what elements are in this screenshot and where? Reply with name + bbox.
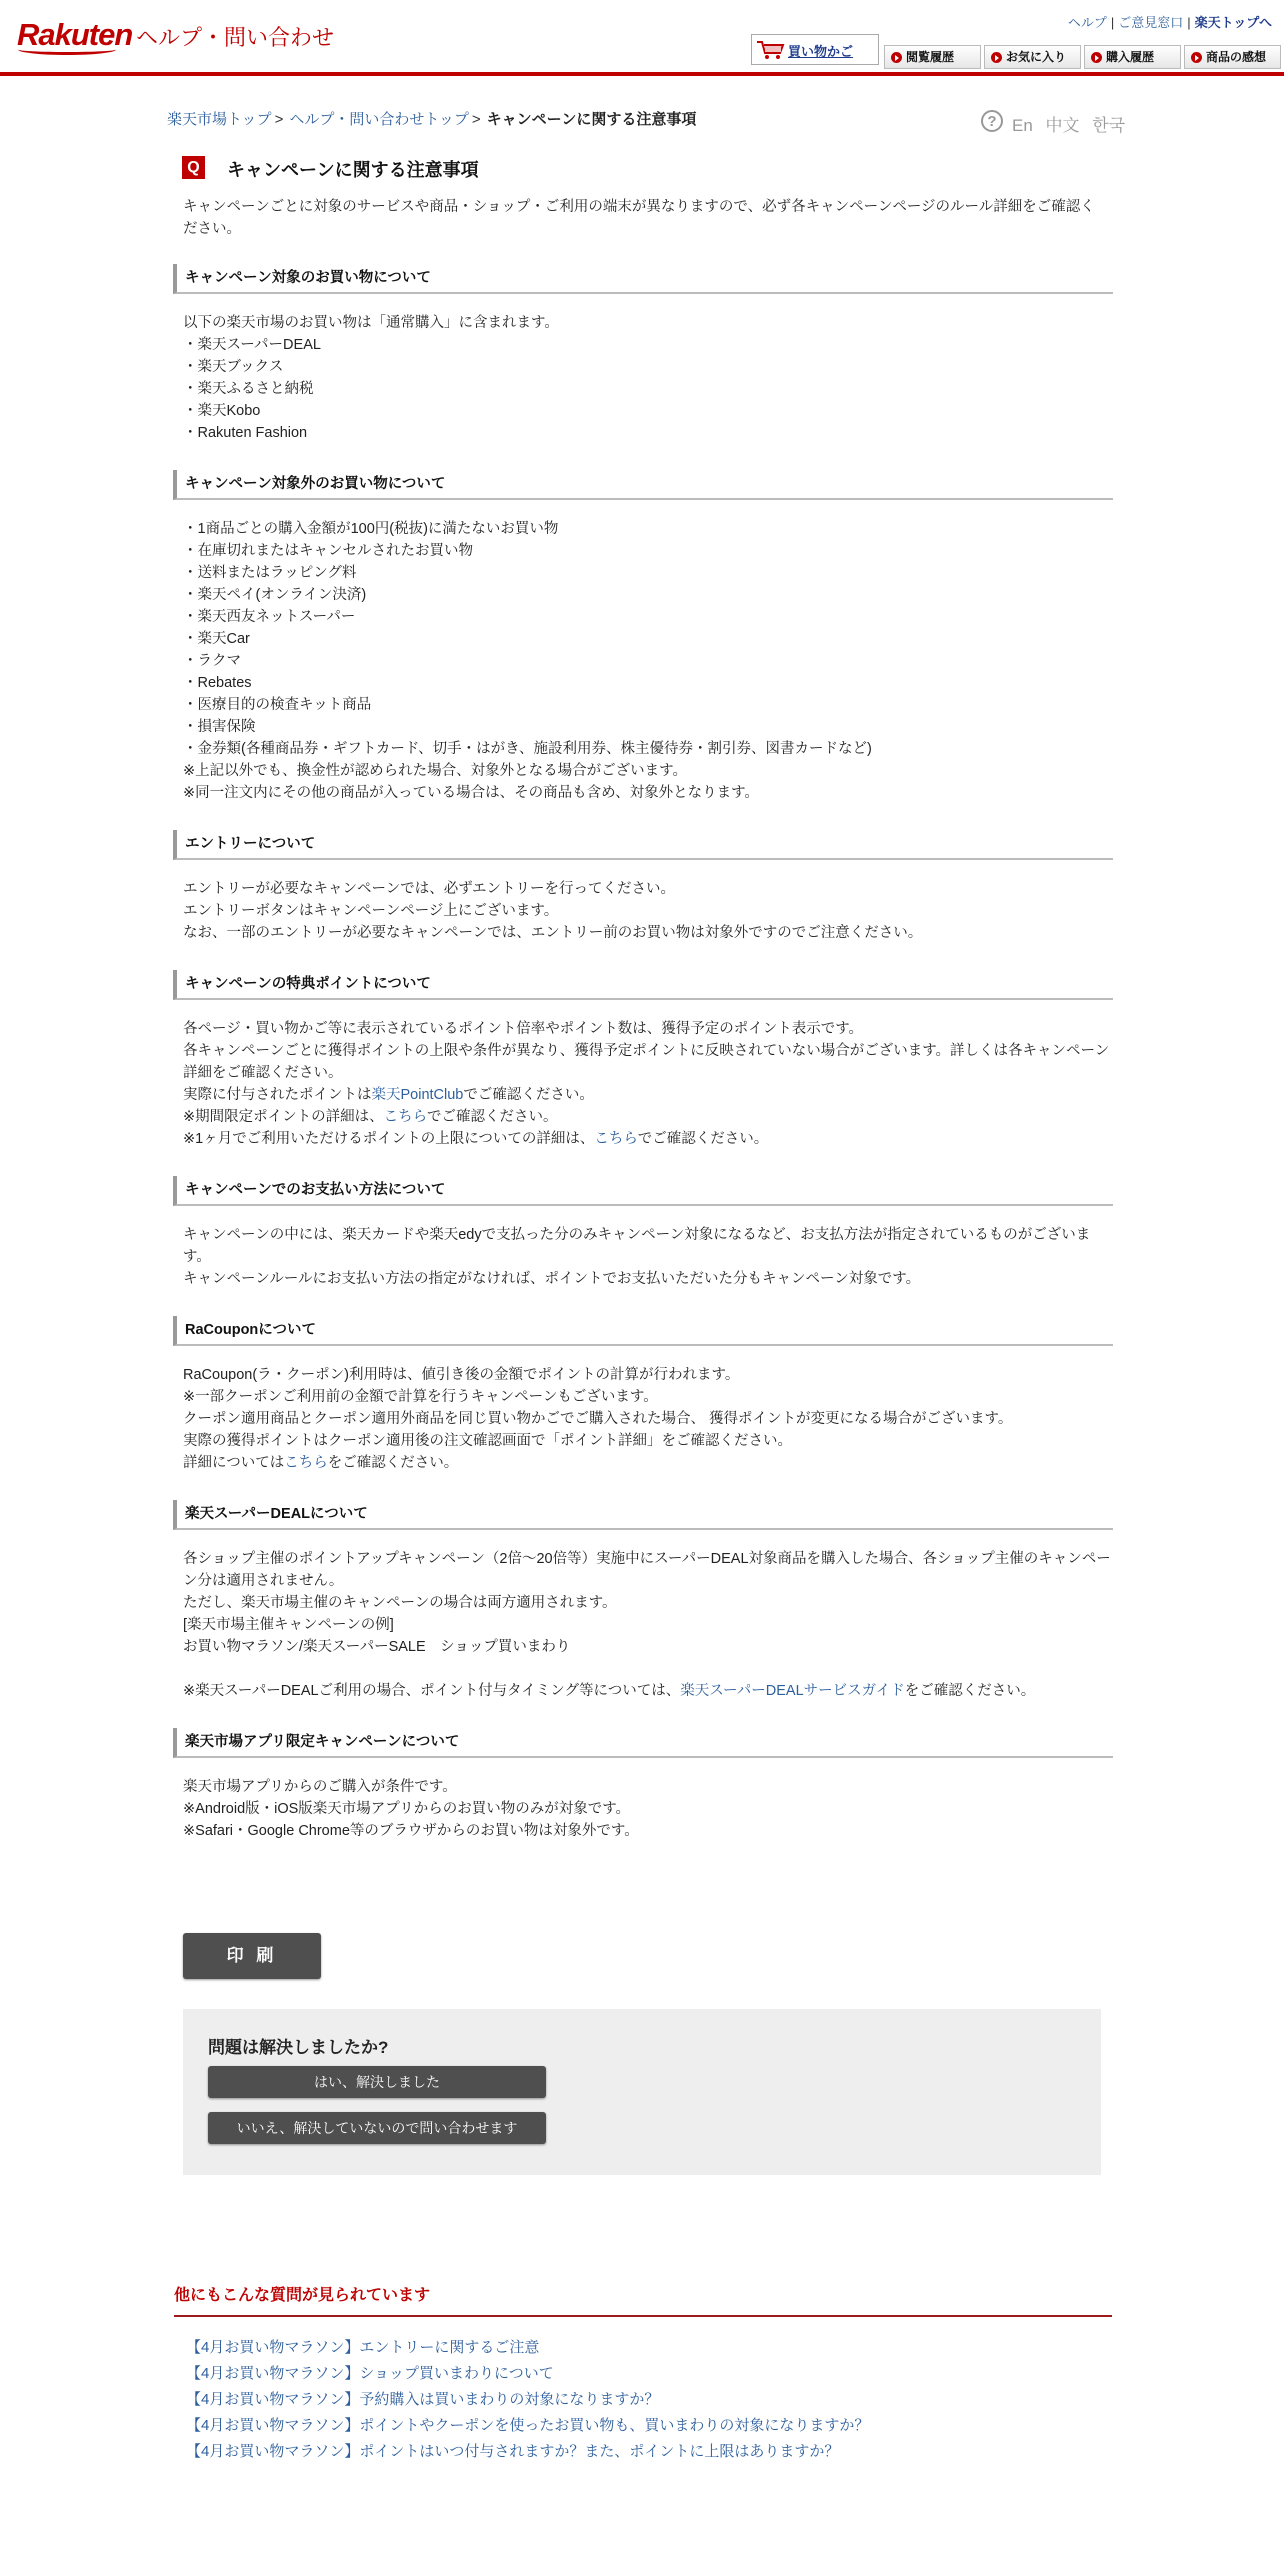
section-body	[173, 1346, 1113, 1474]
section-line: ・楽天ふるさと納税	[183, 381, 314, 397]
section-heading: キャンペーンの特典ポイントについて	[173, 970, 1113, 1000]
divider: |	[1187, 15, 1191, 30]
lang-zh[interactable]: 中文	[1045, 116, 1080, 135]
divider	[174, 2315, 1112, 2317]
section-line: ・楽天ブックス	[183, 359, 284, 375]
section-line: ・在庫切れまたはキャンセルされたお買い物	[183, 543, 473, 559]
feedback-question: 問題は解決しましたか?	[208, 2038, 389, 2057]
site-subtitle: ヘルプ・問い合わせ	[136, 25, 335, 50]
section-line: クーポン適用商品とクーポン適用外商品を同じ買い物かごでご購入された場合、 獲得ポイントが変更になる場合がございます。	[183, 1411, 1013, 1427]
site-header	[0, 0, 1284, 76]
section-line: ただし、楽天市場主催のキャンペーンの場合は両方適用されます。	[183, 1595, 617, 1611]
section-body	[173, 294, 1113, 444]
section-line: ・ラクマ	[183, 653, 241, 669]
cart-label: 買い物かご	[788, 44, 854, 59]
section-line: ・楽天スーパーDEAL	[183, 337, 321, 353]
section-campaign-excluded	[173, 470, 1113, 804]
section-line: ・医療目的の検査キット商品	[183, 697, 372, 713]
racoupon-details-link[interactable]: こちら	[284, 1455, 328, 1471]
browsing-history-button[interactable]: 閲覧履歴	[884, 45, 981, 69]
section-body	[173, 1206, 1113, 1290]
section-line: キャンペーンルールにお支払い方法の指定がなければ、ポイントでお支払いただいた分もキャンペーン対象です。	[183, 1271, 921, 1287]
question-badge: Q	[182, 156, 205, 179]
section-body	[173, 1530, 1113, 1702]
point-limit-link[interactable]: こちら	[594, 1131, 638, 1147]
section-super-deal	[173, 1500, 1113, 1702]
section-line: [楽天市場主催キャンペーンの例]	[183, 1617, 394, 1633]
section-line: RaCoupon(ラ・クーポン)利用時は、値引き後の金額でポイントの計算が行われます。	[183, 1367, 740, 1383]
breadcrumb-separator: >	[471, 111, 481, 128]
limited-points-link[interactable]: こちら	[383, 1109, 428, 1125]
breadcrumb-link-ichiba-top[interactable]: 楽天市場トップ	[167, 111, 272, 128]
solved-yes-button[interactable]: はい、解決しました	[208, 2066, 546, 2098]
section-line: ・損害保険	[183, 719, 256, 735]
section-heading: エントリーについて	[173, 830, 1113, 860]
section-line: ※同一注文内にその他の商品が入っている場合は、その商品も含め、対象外となります。	[183, 785, 759, 801]
section-line: ※一部クーポンご利用前の金額で計算を行うキャンペーンもございます。	[183, 1389, 658, 1405]
related-question-link[interactable]: 【4月お買い物マラソン】エントリーに関するご注意	[186, 2339, 540, 2356]
intro-text: キャンペーンごとに対象のサービスや商品・ショップ・ご利用の端末が異なりますので、必ず各キャンペーンページのルール詳細をご確認ください。	[183, 199, 1095, 237]
section-line: ・金券類(各種商品券・ギフトカード、切手・はがき、施設利用券、株主優待券・割引券、図書カードなど)	[183, 741, 872, 757]
related-question-link[interactable]: 【4月お買い物マラソン】予約購入は買いまわりの対象になりますか？	[186, 2391, 660, 2408]
purchase-history-button[interactable]: 購入履歴	[1084, 45, 1181, 69]
section-line: お買い物マラソン/楽天スーパーSALE ショップ買いまわり	[183, 1639, 571, 1655]
cart-button[interactable]	[751, 34, 879, 65]
section-campaign-eligible	[173, 264, 1113, 444]
lang-en[interactable]: En	[1012, 116, 1033, 135]
shopping-cart-icon	[756, 39, 786, 61]
section-line: 各キャンペーンごとに獲得ポイントの上限や条件が異なり、獲得予定ポイントに反映されていない場合がございます。詳しくは各キャンペーン詳細をご確認ください。	[183, 1043, 1110, 1081]
section-line: ※1ヶ月でご利用いただけるポイントの上限についての詳細は、こちらでご確認ください。	[183, 1131, 769, 1147]
section-line: ※Safari・Google Chrome等のブラウザからのお買い物は対象外です。	[183, 1823, 639, 1839]
section-line: ・楽天ペイ(オンライン決済)	[183, 587, 367, 603]
divider: |	[1110, 15, 1115, 30]
section-heading: RaCouponについて	[173, 1316, 1113, 1346]
section-payment-method	[173, 1176, 1113, 1290]
related-question-link[interactable]: 【4月お買い物マラソン】ショップ買いまわりについて	[186, 2365, 554, 2382]
section-body	[173, 860, 1113, 944]
section-entry	[173, 830, 1113, 944]
help-link[interactable]: ヘルプ	[1067, 15, 1107, 30]
point-club-link[interactable]: 楽天PointClub	[371, 1087, 464, 1103]
section-line: キャンペーンの中には、楽天カードや楽天edyで支払った分のみキャンペーン対象になるなど、お支払方法が指定されているものがございます。	[183, 1227, 1091, 1265]
section-line: ※楽天スーパーDEALご利用の場合、ポイント付与タイミング等については、楽天スーパーDEALサービスガイドをご確認ください。	[183, 1683, 1036, 1699]
language-switcher	[1012, 111, 1125, 136]
related-question-link[interactable]: 【4月お買い物マラソン】ポイントはいつ付与されますか？また、ポイントに上限はありますか？	[186, 2443, 840, 2460]
spacer	[183, 1658, 1113, 1680]
section-heading: 楽天スーパーDEALについて	[173, 1500, 1113, 1530]
section-line: ※Android版・iOS版楽天市場アプリからのお買い物のみが対象です。	[183, 1801, 631, 1817]
section-line: 楽天市場アプリからのご購入が条件です。	[183, 1779, 457, 1795]
section-body	[173, 1758, 1113, 1842]
section-heading: キャンペーン対象外のお買い物について	[173, 470, 1113, 500]
section-line: 各ページ・買い物かご等に表示されているポイント倍率やポイント数は、獲得予定のポイント表示です。	[183, 1021, 864, 1037]
print-button[interactable]: 印 刷	[183, 1933, 321, 1979]
section-line: 実際に付与されたポイントは楽天PointClubでご確認ください。	[183, 1087, 594, 1103]
section-line: ・楽天西友ネットスーパー	[183, 609, 356, 625]
section-line: ・楽天Kobo	[183, 403, 261, 419]
feedback-box	[183, 2009, 1101, 2175]
super-deal-guide-link[interactable]: 楽天スーパーDEALサービスガイド	[680, 1683, 905, 1699]
section-line: 以下の楽天市場のお買い物は「通常購入」に含まれます。	[183, 315, 559, 331]
section-line: ※期間限定ポイントの詳細は、こちらでご確認ください。	[183, 1109, 558, 1125]
section-line: 各ショップ主催のポイントアップキャンペーン（2倍～20倍等）実施中にスーパーDEAL対象商品を購入した場合、各ショップ主催のキャンペーン分は適用されません。	[183, 1551, 1111, 1589]
section-racoupon	[173, 1316, 1113, 1474]
rakuten-logo[interactable]: Rakuten	[17, 17, 133, 52]
related-questions-list	[186, 2335, 869, 2465]
section-line: 詳細についてはこちらをご確認ください。	[183, 1455, 459, 1471]
rakuten-top-link[interactable]: 楽天トップへ	[1194, 15, 1272, 30]
solved-no-contact-button[interactable]: いいえ、解決していないので問い合わせます	[208, 2112, 546, 2144]
section-line: ・1商品ごとの購入金額が100円(税抜)に満たないお買い物	[183, 521, 559, 537]
breadcrumb-separator: >	[274, 111, 284, 128]
related-question-link[interactable]: 【4月お買い物マラソン】ポイントやクーポンを使ったお買い物も、買いまわりの対象になりますか？	[186, 2417, 870, 2434]
section-body	[173, 1000, 1113, 1150]
utility-links	[1068, 12, 1272, 31]
favorites-button[interactable]: お気に入り	[984, 45, 1081, 69]
section-heading: キャンペーン対象のお買い物について	[173, 264, 1113, 294]
page-title: キャンペーンに関する注意事項	[227, 160, 479, 180]
related-questions-heading: 他にもこんな質問が見られています	[174, 2287, 431, 2304]
section-line: ・Rakuten Fashion	[183, 425, 308, 441]
help-question-icon[interactable]: ?	[981, 110, 1003, 132]
section-app-only	[173, 1728, 1113, 1842]
section-line: エントリーボタンはキャンペーンページ上にございます。	[183, 903, 559, 919]
logo-swoosh-icon	[18, 44, 116, 55]
section-heading: キャンペーンでのお支払い方法について	[173, 1176, 1113, 1206]
breadcrumb-link-help-top[interactable]: ヘルプ・問い合わせトップ	[289, 111, 469, 128]
section-line: ・楽天Car	[183, 631, 250, 647]
section-line: ・送料またはラッピング料	[183, 565, 357, 581]
breadcrumb	[167, 108, 696, 129]
lang-ko[interactable]: 한국	[1092, 116, 1126, 135]
section-line: 実際の獲得ポイントはクーポン適用後の注文確認画面で「ポイント詳細」をご確認ください。	[183, 1433, 792, 1449]
section-line: なお、一部のエントリーが必要なキャンペーンでは、エントリー前のお買い物は対象外ですのでご注意ください。	[183, 925, 923, 941]
section-body	[173, 500, 1113, 804]
section-line: ・Rebates	[183, 675, 252, 691]
breadcrumb-current: キャンペーンに関する注意事項	[486, 111, 697, 128]
reviews-button[interactable]: 商品の感想	[1184, 45, 1281, 69]
feedback-link[interactable]: ご意見窓口	[1118, 15, 1184, 30]
section-heading: 楽天市場アプリ限定キャンペーンについて	[173, 1728, 1113, 1758]
section-line: エントリーが必要なキャンペーンでは、必ずエントリーを行ってください。	[183, 881, 675, 897]
section-line: ※上記以外でも、換金性が認められた場合、対象外となる場合がございます。	[183, 763, 687, 779]
section-bonus-points	[173, 970, 1113, 1150]
